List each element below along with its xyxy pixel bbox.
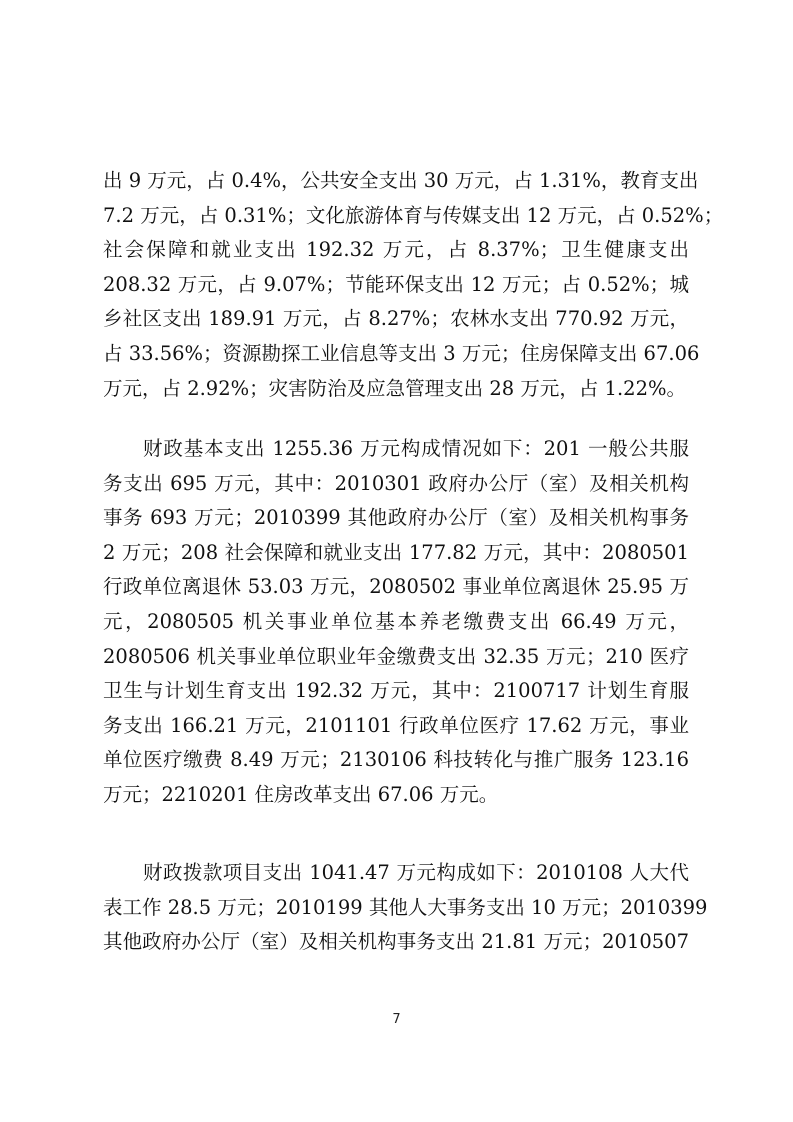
text-line: 占 33.56%；资源勘探工业信息等支出 3 万元；住房保障支出 67.06 <box>103 341 700 365</box>
text-line: 社会保障和就业支出 192.32 万元，占 8.37%；卫生健康支出 <box>103 238 689 262</box>
text-line: 2 万元；208 社会保障和就业支出 177.82 万元，其中：2080501 <box>103 540 689 564</box>
text-line: 行政单位离退休 53.03 万元，2080502 事业单位离退休 25.95 万 <box>103 575 689 599</box>
text-line: 务支出 695 万元，其中：2010301 政府办公厅（室）及相关机构 <box>103 471 689 495</box>
text-line: 表工作 28.5 万元；2010199 其他人大事务支出 10 万元；2010399 <box>103 895 708 919</box>
paragraph-basic-expenditure <box>103 432 689 813</box>
page-number: 7 <box>392 1012 401 1027</box>
paragraph-expenditure-ratios <box>103 164 724 406</box>
text-line: 2080506 机关事业单位职业年金缴费支出 32.35 万元；210 医疗 <box>103 644 689 668</box>
text-line: 乡社区支出 189.91 万元，占 8.27%；农林水支出 770.92 万元， <box>103 307 689 331</box>
text-line: 208.32 万元，占 9.07%；节能环保支出 12 万元；占 0.52%；城 <box>103 272 689 296</box>
text-line: 财政拨款项目支出 1041.47 万元构成如下：2010108 人大代 <box>143 861 689 884</box>
text-line: 其他政府办公厅（室）及相关机构事务支出 21.81 万元；2010507 <box>103 930 689 954</box>
paragraph-project-expenditure <box>103 856 708 960</box>
text-line: 万元，占 2.92%；灾害防治及应急管理支出 28 万元，占 1.22%。 <box>103 376 687 400</box>
text-line: 财政基本支出 1255.36 万元构成情况如下：201 一般公共服 <box>143 437 689 460</box>
text-line: 万元；2210201 住房改革支出 67.06 万元。 <box>103 782 499 806</box>
text-line: 出 9 万元，占 0.4%，公共安全支出 30 万元，占 1.31%，教育支出 <box>103 169 699 192</box>
text-line: 7.2 万元，占 0.31%；文化旅游体育与传媒支出 12 万元，占 0.52%； <box>103 203 724 227</box>
text-line: 事务 693 万元；2010399 其他政府办公厅（室）及相关机构事务 <box>103 506 689 530</box>
text-line: 单位医疗缴费 8.49 万元；2130106 科技转化与推广服务 123.16 <box>103 748 689 772</box>
text-line: 元，2080505 机关事业单位基本养老缴费支出 66.49 万元， <box>103 609 689 633</box>
text-line: 务支出 166.21 万元，2101101 行政单位医疗 17.62 万元，事业 <box>103 713 689 737</box>
text-line: 卫生与计划生育支出 192.32 万元，其中：2100717 计划生育服 <box>103 679 689 703</box>
